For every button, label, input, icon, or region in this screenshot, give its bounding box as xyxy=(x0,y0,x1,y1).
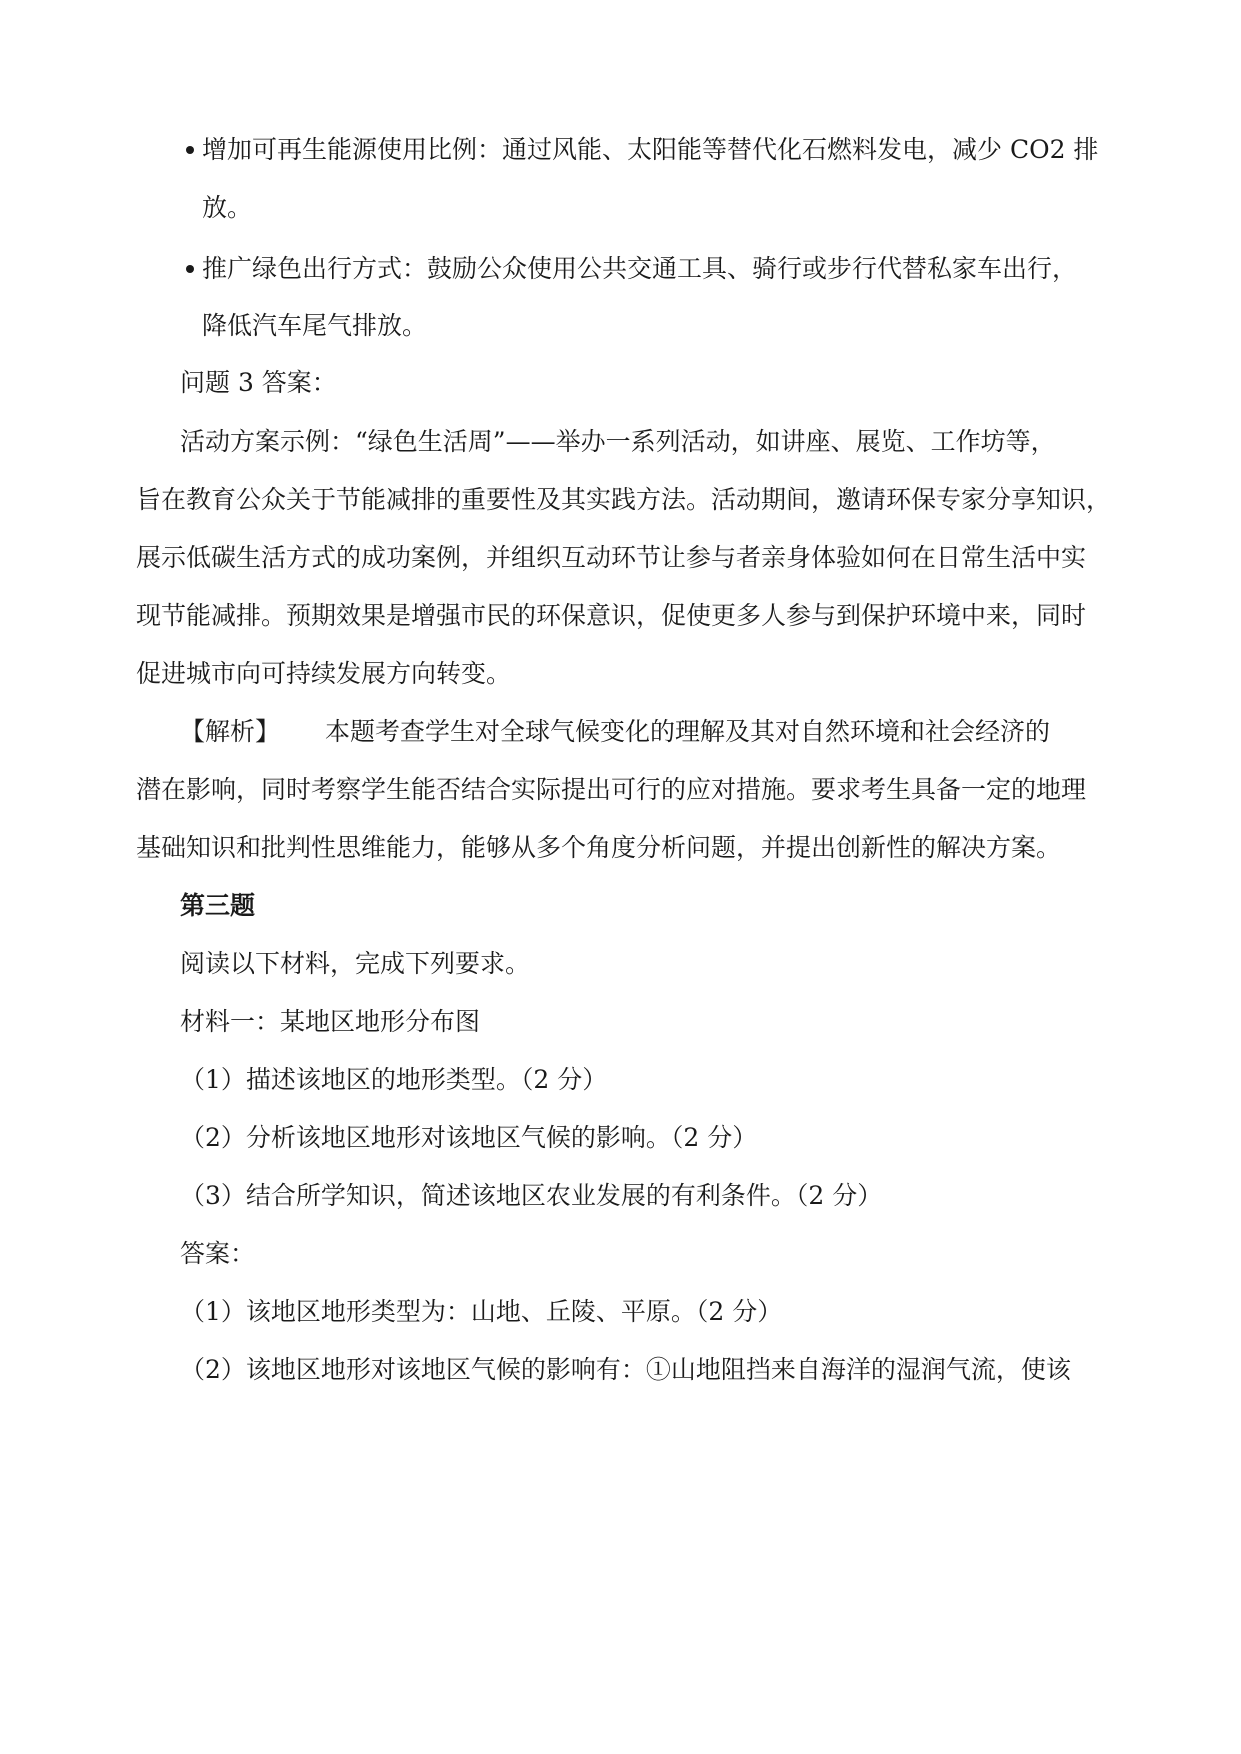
bullet-1-line-1: 增加可再生能源使用比例：通过风能、太阳能等替代化石燃料发电，减少 CO2 排 xyxy=(202,135,1099,164)
bullet-2-line-2: 降低汽车尾气排放。 xyxy=(202,311,428,340)
bullet-dot xyxy=(186,146,194,154)
activity-plan-line: 展示低碳生活方式的成功案例，并组织互动环节让参与者亲身体验如何在日常生活中实 xyxy=(136,543,1087,572)
analysis-line: 本题考查学生对全球气候变化的理解及其对自然环境和社会经济的 xyxy=(325,717,1051,746)
material-1: 材料一：某地区地形分布图 xyxy=(180,1007,481,1036)
analysis-tag: 【解析】 xyxy=(180,717,281,746)
answer-item: （2）该地区地形对该地区气候的影响有：①山地阻挡来自海洋的湿润气流，使该 xyxy=(180,1355,1071,1384)
answer-item: （1）该地区地形类型为：山地、丘陵、平原。（2 分） xyxy=(180,1297,783,1326)
analysis-line: 潜在影响，同时考察学生能否结合实际提出可行的应对措施。要求考生具备一定的地理 xyxy=(136,775,1087,804)
q3-answer-label: 问题 3 答案： xyxy=(180,368,337,397)
activity-plan-line: 活动方案示例：“绿色生活周”——举办一系列活动，如讲座、展览、工作坊等， xyxy=(180,427,1056,456)
activity-plan-line: 促进城市向可持续发展方向转变。 xyxy=(136,659,512,688)
instruction: 阅读以下材料，完成下列要求。 xyxy=(180,949,531,978)
section-title: 第三题 xyxy=(180,891,256,920)
activity-plan-line: 现节能减排。预期效果是增强市民的环保意识，促使更多人参与到保护环境中来，同时 xyxy=(136,601,1087,630)
question-item: （2）分析该地区地形对该地区气候的影响。（2 分） xyxy=(180,1123,758,1152)
activity-plan-line: 旨在教育公众关于节能减排的重要性及其实践方法。活动期间，邀请环保专家分享知识， xyxy=(136,485,1112,514)
answer-label: 答案： xyxy=(180,1239,256,1268)
bullet-1-line-2: 放。 xyxy=(202,193,253,222)
analysis-line: 基础知识和批判性思维能力，能够从多个角度分析问题，并提出创新性的解决方案。 xyxy=(136,833,1062,862)
bullet-2-line-1: 推广绿色出行方式：鼓励公众使用公共交通工具、骑行或步行代替私家车出行， xyxy=(202,254,1078,283)
bullet-dot xyxy=(186,265,194,273)
question-item: （3）结合所学知识，简述该地区农业发展的有利条件。（2 分） xyxy=(180,1181,883,1210)
question-item: （1）描述该地区的地形类型。（2 分） xyxy=(180,1065,608,1094)
